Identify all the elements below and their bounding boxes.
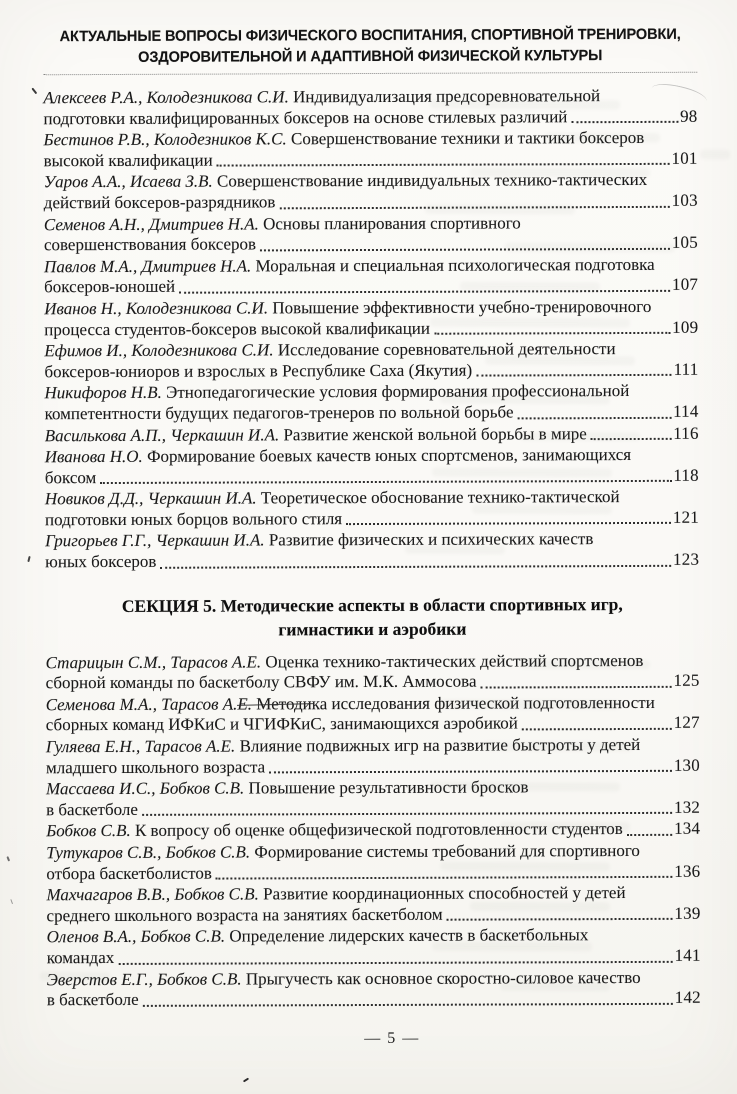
- entry-title-continued: отбора баскетболистов: [46, 863, 212, 883]
- dot-leader: [265, 762, 674, 778]
- entry-authors: Иванова Н.О.: [44, 446, 143, 467]
- dot-leader: [138, 804, 674, 820]
- entry-authors: Семенова М.А., Тарасов А.Е.: [45, 694, 253, 715]
- entry-authors: Алексеев Р.А., Колодезникова С.И.: [43, 87, 289, 108]
- entry-title: Оценка технико-тактических действий спортсменов: [265, 650, 644, 672]
- toc-entry: [46, 819, 700, 842]
- entry-title-continued: в баскетболе: [46, 799, 138, 820]
- toc-entry: [45, 529, 699, 573]
- entry-title: Развитие координационных способностей у детей: [263, 883, 626, 904]
- entry-title: Развитие женской вольной борьбы в мире: [283, 423, 587, 444]
- entry-authors: Ефимов И., Колодезникова С.И.: [44, 340, 274, 361]
- entry-authors: Оленов В.А., Бобков С.В.: [46, 926, 226, 947]
- entry-title-continued: процесса студентов-боксеров высокой квалификации: [44, 318, 431, 339]
- dot-leader: [587, 430, 673, 444]
- entry-authors: Бобков С.В.: [46, 821, 131, 841]
- entry-page-number: 142: [674, 987, 701, 1007]
- proceedings-title-line1: АКТУАЛЬНЫЕ ВОПРОСЫ ФИЗИЧЕСКОГО ВОСПИТАНИЯ, СПОРТИВНОЙ ТРЕНИРОВКИ,: [59, 25, 681, 46]
- dot-leader: [212, 868, 674, 884]
- dot-leader: [342, 514, 673, 529]
- entry-page-number: 109: [672, 317, 699, 337]
- section5-heading: [45, 591, 699, 642]
- entry-title-continued: в баскетболе: [46, 990, 139, 1010]
- toc-entry: [44, 381, 698, 425]
- entry-page-number: 123: [673, 549, 700, 569]
- dot-leader: [275, 197, 671, 213]
- dot-leader: [514, 408, 674, 423]
- toc-entry: [45, 445, 699, 489]
- entry-title: Исследование соревновательной деятельности: [277, 339, 616, 360]
- entry-title-continued: сборной команды по баскетболу СВФУ им. М.К. Аммосова: [45, 671, 477, 693]
- entry-title: Формирование боевых качеств юных спортсменов, занимающихся: [147, 445, 632, 466]
- entry-title-continued: командах: [46, 947, 115, 968]
- entry-title: К вопросу об оценке общефизической подготовленности студентов: [134, 819, 623, 841]
- entry-title: Этнопедагогические условия формирования профессиональной: [166, 381, 630, 403]
- entry-title-continued: совершенствования боксеров: [43, 234, 257, 255]
- entry-title-continued: подготовки юных борцов вольного стиля: [44, 508, 343, 530]
- entry-authors: Никифоров Н.В.: [44, 383, 162, 403]
- entry-page-number: 121: [672, 507, 700, 527]
- entry-title: Определение лидерских качеств в баскетбольных: [229, 925, 589, 946]
- toc-entry: [45, 423, 699, 446]
- entry-authors: Бестинов Р.В., Колодезников К.С.: [43, 129, 287, 150]
- entry-page-number: 98: [680, 106, 698, 126]
- dot-leader: [472, 366, 674, 381]
- entry-page-number: 107: [671, 275, 699, 295]
- entry-page-number: 134: [674, 819, 701, 839]
- dot-leader: [139, 995, 675, 1011]
- dot-leader: [256, 240, 672, 256]
- toc-entry: [45, 487, 699, 531]
- entry-title-continued: компетентности будущих педагогов-тренеров по вольной борьбе: [44, 402, 514, 424]
- toc-entry: [44, 297, 698, 341]
- section5-heading-line1: СЕКЦИЯ 5. Методические аспекты в области спортивных игр,: [121, 593, 623, 616]
- entry-page-number: 136: [674, 861, 701, 881]
- entry-authors: Эверстов Е.Г., Бобков С.В.: [46, 969, 242, 989]
- entry-title: Повышение результативности бросков: [248, 777, 529, 798]
- entry-page-number: 130: [673, 755, 700, 775]
- entry-title: Основы планирования спортивного: [263, 212, 521, 233]
- entry-title: Моральная и специальная психологическая подготовка: [255, 254, 655, 276]
- entry-page-number: 125: [673, 670, 700, 691]
- entry-authors: Семенов А.Н., Дмитриев Н.А.: [43, 213, 259, 234]
- entry-title-continued: подготовки квалифицированных боксеров на основе стилевых различий: [43, 106, 568, 128]
- entry-title-continued: младшего школьного возраста: [45, 757, 266, 777]
- entry-title-continued: боксом: [44, 467, 97, 487]
- toc-entry: [46, 735, 700, 779]
- entry-title: Влияние подвижных игр на развитие быстроты у детей: [239, 734, 641, 756]
- entry-page-number: 105: [671, 232, 698, 252]
- entry-title: Формирование системы требований для спортивного: [254, 840, 640, 862]
- entry-title-continued: сборных команд ИФКиС и ЧГИФКиС, занимающихся аэробикой: [45, 713, 518, 735]
- entry-title: Совершенствование индивидуальных технико-тактических: [217, 170, 648, 191]
- toc-entry: [47, 925, 701, 969]
- dot-leader: [175, 282, 672, 298]
- toc-list-section4: [43, 86, 699, 573]
- entry-authors: Тутукаров С.В., Бобков С.В.: [46, 842, 251, 863]
- entry-page-number: 132: [673, 797, 701, 817]
- entry-authors: Григорьев Г.Г., Черкашин И.А.: [45, 530, 265, 551]
- dot-leader: [96, 472, 673, 488]
- entry-authors: Василькова А.П., Черкашин И.А.: [44, 424, 280, 445]
- dot-leader: [156, 556, 673, 572]
- proceedings-title: [53, 24, 688, 68]
- entry-authors: Гуляева Е.Н., Тарасов А.Е.: [45, 736, 236, 757]
- entry-authors: Павлов М.А., Дмитриев Н.А.: [43, 256, 252, 276]
- toc-entry: [44, 339, 698, 383]
- entry-title-continued: среднего школьного возраста на занятиях баскетболом: [46, 904, 443, 926]
- entry-title: Прыгучесть как основное скоростно-силовое качество: [245, 967, 641, 989]
- entry-authors: Уаров А.А., Исаева З.В.: [43, 171, 213, 192]
- dot-leader: [443, 910, 675, 925]
- section5-heading-line2: гимнастики и аэробики: [278, 618, 467, 640]
- entry-authors: Махчагаров В.В., Бобков С.В.: [46, 884, 259, 905]
- entry-page-number: 103: [671, 190, 698, 210]
- toc-entry: [43, 86, 697, 130]
- dot-leader: [518, 720, 674, 735]
- entry-page-number: 101: [671, 148, 698, 168]
- toc-entry: [46, 883, 700, 927]
- entry-title-continued: юных боксеров: [45, 551, 157, 572]
- entry-title: Развитие физических и психических качеств: [268, 529, 594, 550]
- toc-entry: [44, 170, 698, 214]
- dot-leader: [476, 678, 673, 693]
- dot-leader: [623, 826, 674, 840]
- entry-title: Повышение эффективности учебно-тренировочного: [272, 296, 652, 318]
- entry-page-number: 127: [673, 713, 700, 733]
- entry-authors: Иванов Н., Колодезникова С.И.: [44, 298, 269, 319]
- dot-leader: [114, 952, 674, 968]
- toc-entry: [46, 841, 700, 885]
- page-number-indicator: — 5 —: [364, 1029, 420, 1047]
- toc-entry: [43, 128, 697, 172]
- entry-authors: Старицын С.М., Тарасов А.Е.: [45, 652, 262, 672]
- entry-title: Методика исследования физической подготовленности: [256, 692, 655, 714]
- entry-page-number: 111: [673, 359, 699, 379]
- entry-authors: Новиков Д.Д., Черкашин И.А.: [44, 488, 257, 509]
- entry-title: Теоретическое обоснование технико-тактической: [260, 487, 620, 508]
- toc-list-section5: [46, 650, 701, 1011]
- toc-entry: [44, 254, 698, 298]
- entry-title-continued: боксеров-юниоров и взрослых в Республике Саха (Якутия): [44, 360, 473, 381]
- entry-page-number: 118: [673, 465, 699, 485]
- entry-title: Индивидуализация предсоревновательной: [293, 86, 601, 107]
- toc-entry: [46, 693, 700, 737]
- entry-page-number: 116: [673, 423, 699, 443]
- toc-entry: [47, 967, 701, 1011]
- entry-page-number: 141: [674, 945, 701, 965]
- toc-entry: [44, 212, 698, 256]
- proceedings-title-line2: ОЗДОРОВИТЕЛЬНОЙ И АДАПТИВНОЙ ФИЗИЧЕСКОЙ КУЛЬТУРЫ: [138, 47, 603, 66]
- dot-leader: [567, 113, 680, 127]
- entry-title: Совершенствование техники и тактики боксеров: [290, 128, 645, 149]
- header-divider: [43, 72, 697, 76]
- entry-title-continued: высокой квалификации: [43, 150, 213, 171]
- dot-leader: [213, 155, 672, 171]
- entry-authors: Массаева И.С., Бобков С.В.: [45, 778, 245, 799]
- toc-entry: [46, 650, 700, 694]
- entry-title-continued: действий боксеров-разрядников: [43, 192, 276, 213]
- toc-entry: [46, 777, 700, 821]
- entry-page-number: 114: [673, 401, 699, 421]
- dot-leader: [430, 324, 672, 339]
- entry-page-number: 139: [674, 903, 701, 923]
- entry-title-continued: боксеров-юношей: [44, 277, 176, 297]
